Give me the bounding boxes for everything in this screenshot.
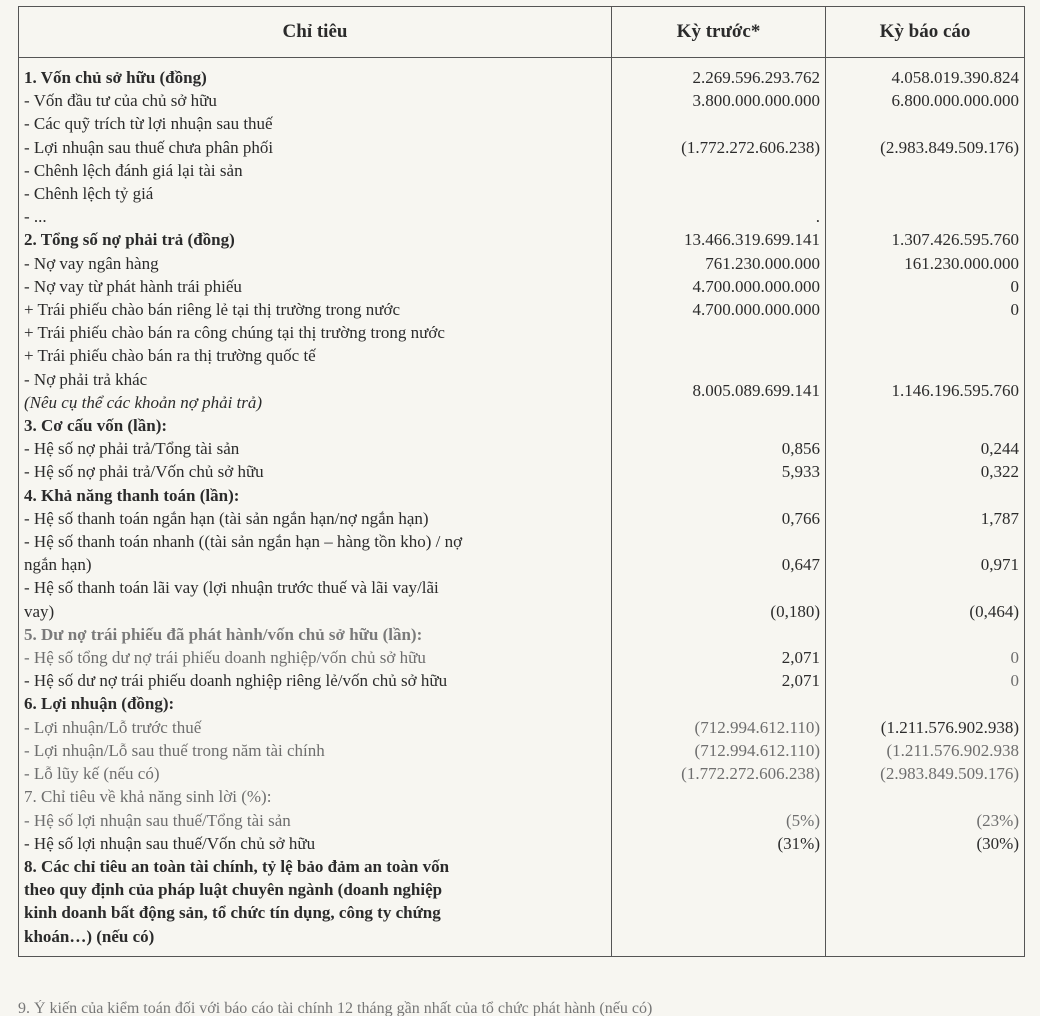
table-row — [19, 716, 1025, 739]
prev-value — [612, 159, 826, 182]
prev-value: 2,071 — [612, 669, 826, 692]
curr-value: (2.983.849.509.176) — [826, 136, 1025, 159]
row-label: - Nợ vay ngân hàng — [19, 252, 612, 275]
prev-value: 4.700.000.000.000 — [612, 275, 826, 298]
curr-value: (2.983.849.509.176) — [826, 762, 1025, 785]
curr-value — [826, 205, 1025, 228]
prev-value: 0,856 — [612, 437, 826, 460]
table-row — [19, 507, 1025, 530]
table-row — [19, 89, 1025, 112]
table-row — [19, 252, 1025, 275]
row-label: 5. Dư nợ trái phiếu đã phát hành/vốn chủ sở hữu (lần): — [19, 623, 612, 646]
curr-value: 0 — [826, 298, 1025, 321]
prev-value: 8.005.089.699.141 — [612, 368, 826, 414]
row-label-line: kinh doanh bất động sản, tổ chức tín dụng, công ty chứng — [24, 903, 441, 923]
curr-value: 0 — [826, 669, 1025, 692]
prev-value — [612, 321, 826, 344]
header-indicator: Chỉ tiêu — [19, 7, 612, 58]
curr-value: (1.211.576.902.938) — [826, 716, 1025, 739]
prev-value: (712.994.612.110) — [612, 739, 826, 762]
prev-value — [612, 692, 826, 715]
row-label: + Trái phiếu chào bán ra thị trường quốc tế — [19, 344, 612, 367]
row-label-line: - Hệ số thanh toán nhanh ((tài sản ngắn hạn – hàng tồn kho) / nợ — [24, 532, 463, 552]
table-row — [19, 460, 1025, 483]
row-label: - Hệ số lợi nhuận sau thuế/Tổng tài sản — [19, 809, 612, 832]
table-row — [19, 484, 1025, 507]
table-row — [19, 58, 1025, 90]
curr-value: 4.058.019.390.824 — [826, 58, 1025, 90]
curr-value: 6.800.000.000.000 — [826, 89, 1025, 112]
curr-value — [826, 414, 1025, 437]
row-label: - ... — [19, 205, 612, 228]
table-row — [19, 205, 1025, 228]
prev-value — [612, 855, 826, 956]
row-label — [19, 368, 612, 414]
curr-value: 161.230.000.000 — [826, 252, 1025, 275]
prev-value: (1.772.272.606.238) — [612, 136, 826, 159]
row-label: 2. Tổng số nợ phải trả (đồng) — [19, 228, 612, 251]
curr-value — [826, 112, 1025, 135]
curr-value: 0,244 — [826, 437, 1025, 460]
table-row — [19, 692, 1025, 715]
row-label: 7. Chỉ tiêu về khả năng sinh lời (%): — [19, 785, 612, 808]
table-row — [19, 159, 1025, 182]
row-label-line: - Hệ số thanh toán lãi vay (lợi nhuận trước thuế và lãi vay/lãi — [24, 578, 439, 598]
table-row — [19, 669, 1025, 692]
curr-value: 0 — [826, 275, 1025, 298]
row-label-note: (Nêu cụ thể các khoản nợ phải trả) — [24, 392, 263, 412]
prev-value: 2.269.596.293.762 — [612, 58, 826, 90]
prev-value: (5%) — [612, 809, 826, 832]
table-row — [19, 762, 1025, 785]
prev-value — [612, 112, 826, 135]
row-label — [19, 530, 612, 576]
curr-value: 0,322 — [826, 460, 1025, 483]
table-row — [19, 182, 1025, 205]
prev-value — [612, 414, 826, 437]
prev-value: 13.466.319.699.141 — [612, 228, 826, 251]
curr-value — [826, 159, 1025, 182]
row-label: 3. Cơ cấu vốn (lần): — [19, 414, 612, 437]
table-row — [19, 646, 1025, 669]
row-label: + Trái phiếu chào bán riêng lẻ tại thị trường trong nước — [19, 298, 612, 321]
row-label-line: ngắn hạn) — [24, 555, 92, 575]
table-row — [19, 344, 1025, 367]
prev-value: 0,766 — [612, 507, 826, 530]
table-row — [19, 112, 1025, 135]
prev-value — [612, 182, 826, 205]
table-row — [19, 228, 1025, 251]
row-label: - Lợi nhuận sau thuế chưa phân phối — [19, 136, 612, 159]
curr-value: (23%) — [826, 809, 1025, 832]
table-row — [19, 785, 1025, 808]
row-label-line: theo quy định của pháp luật chuyên ngành (doanh nghiệp — [24, 880, 443, 900]
row-label: - Hệ số dư nợ trái phiếu doanh nghiệp riêng lẻ/vốn chủ sở hữu — [19, 669, 612, 692]
row-label: 6. Lợi nhuận (đồng): — [19, 692, 612, 715]
curr-value: (1.211.576.902.938 — [826, 739, 1025, 762]
prev-value: (1.772.272.606.238) — [612, 762, 826, 785]
table-row — [19, 298, 1025, 321]
curr-value: (30%) — [826, 832, 1025, 855]
prev-value — [612, 785, 826, 808]
curr-value — [826, 785, 1025, 808]
header-reporting-period: Kỳ báo cáo — [826, 7, 1025, 58]
header-previous-period: Kỳ trước* — [612, 7, 826, 58]
curr-value — [826, 484, 1025, 507]
row-label: - Chênh lệch tỷ giá — [19, 182, 612, 205]
prev-value: (712.994.612.110) — [612, 716, 826, 739]
row-label-line: vay) — [24, 601, 55, 621]
row-label-line: 8. Các chỉ tiêu an toàn tài chính, tỷ lệ bảo đảm an toàn vốn — [24, 856, 450, 876]
curr-value — [826, 855, 1025, 956]
curr-value: 1.146.196.595.760 — [826, 368, 1025, 414]
row-label: - Lỗ lũy kế (nếu có) — [19, 762, 612, 785]
curr-value — [826, 623, 1025, 646]
table-row — [19, 321, 1025, 344]
table-header-row — [19, 7, 1025, 58]
curr-value: (0,464) — [826, 576, 1025, 622]
curr-value — [826, 344, 1025, 367]
prev-value: (0,180) — [612, 576, 826, 622]
curr-value — [826, 692, 1025, 715]
curr-value — [826, 182, 1025, 205]
curr-value: 0,971 — [826, 530, 1025, 576]
prev-value: 761.230.000.000 — [612, 252, 826, 275]
table-row — [19, 530, 1025, 576]
prev-value — [612, 623, 826, 646]
row-label: - Vốn đầu tư của chủ sở hữu — [19, 89, 612, 112]
row-label: - Chênh lệch đánh giá lại tài sản — [19, 159, 612, 182]
curr-value: 1,787 — [826, 507, 1025, 530]
row-label: 1. Vốn chủ sở hữu (đồng) — [19, 58, 612, 90]
table-row — [19, 275, 1025, 298]
prev-value — [612, 484, 826, 507]
table-row — [19, 136, 1025, 159]
prev-value: 0,647 — [612, 530, 826, 576]
table-row — [19, 414, 1025, 437]
curr-value — [826, 321, 1025, 344]
row-label: - Hệ số tổng dư nợ trái phiếu doanh nghiệp/vốn chủ sở hữu — [19, 646, 612, 669]
row-label — [19, 576, 612, 622]
prev-value — [612, 344, 826, 367]
table-row — [19, 576, 1025, 622]
prev-value: 2,071 — [612, 646, 826, 669]
row-label: - Lợi nhuận/Lỗ sau thuế trong năm tài chính — [19, 739, 612, 762]
row-label: - Hệ số nợ phải trả/Tổng tài sản — [19, 437, 612, 460]
row-label: 4. Khả năng thanh toán (lần): — [19, 484, 612, 507]
row-label: - Lợi nhuận/Lỗ trước thuế — [19, 716, 612, 739]
row-label: - Hệ số nợ phải trả/Vốn chủ sở hữu — [19, 460, 612, 483]
table-row — [19, 437, 1025, 460]
row-label: - Nợ vay từ phát hành trái phiếu — [19, 275, 612, 298]
prev-value: 4.700.000.000.000 — [612, 298, 826, 321]
prev-value: 3.800.000.000.000 — [612, 89, 826, 112]
prev-value: 5,933 — [612, 460, 826, 483]
row-label — [19, 855, 612, 956]
row-label: - Hệ số thanh toán ngắn hạn (tài sản ngắn hạn/nợ ngắn hạn) — [19, 507, 612, 530]
table-row — [19, 855, 1025, 956]
financial-indicators-table — [18, 6, 1025, 957]
prev-value: . — [612, 205, 826, 228]
row-label: + Trái phiếu chào bán ra công chúng tại thị trường trong nước — [19, 321, 612, 344]
curr-value: 1.307.426.595.760 — [826, 228, 1025, 251]
table-row — [19, 832, 1025, 855]
table-row — [19, 368, 1025, 414]
row-label: - Các quỹ trích từ lợi nhuận sau thuế — [19, 112, 612, 135]
row-label-line: khoán…) (nếu có) — [24, 926, 155, 946]
curr-value: 0 — [826, 646, 1025, 669]
cut-off-footer-text: 9. Ý kiến của kiểm toán đối với báo cáo tài chính 12 tháng gần nhất của tổ chức phát hành (nếu có) — [18, 1000, 653, 1016]
row-label: - Hệ số lợi nhuận sau thuế/Vốn chủ sở hữu — [19, 832, 612, 855]
prev-value: (31%) — [612, 832, 826, 855]
row-label-line: - Nợ phải trả khác — [24, 369, 148, 389]
table-row — [19, 739, 1025, 762]
table-row — [19, 809, 1025, 832]
table-row — [19, 623, 1025, 646]
